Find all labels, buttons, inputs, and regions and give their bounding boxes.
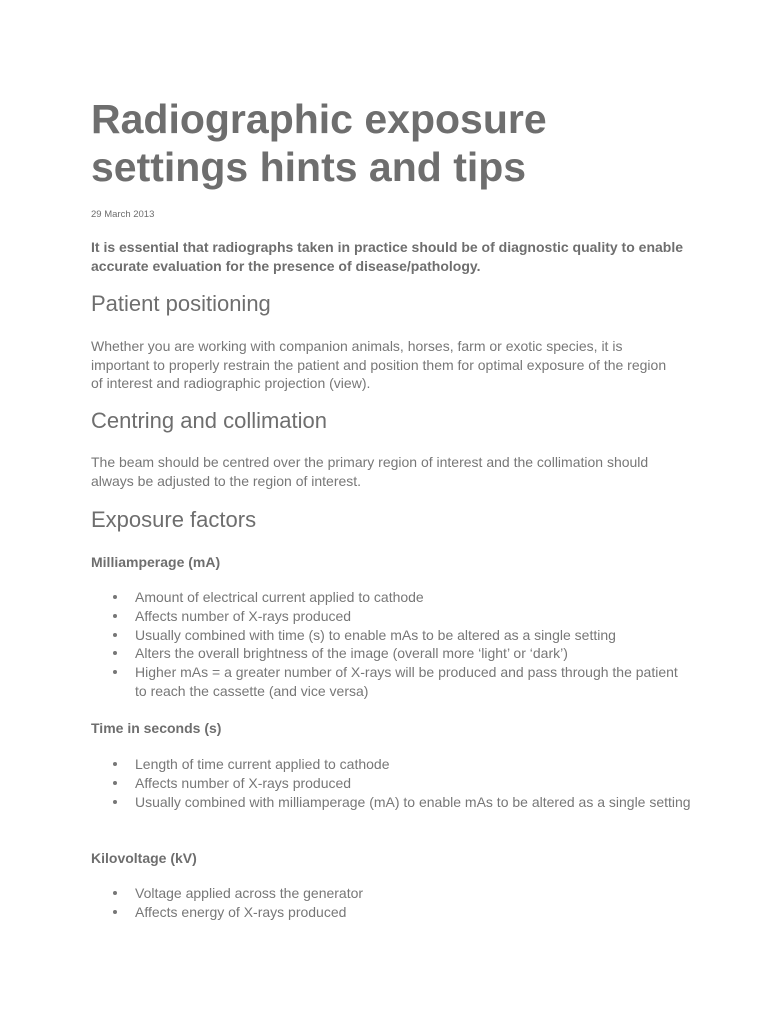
list-item: Amount of electrical current applied to cathode [91,588,691,607]
lead-paragraph: It is essential that radiographs taken in practice should be of diagnostic quality to enable accurate evaluation for the presence of disease/pathology. [91,239,684,274]
list-item: Alters the overall brightness of the image (overall more ‘light’ or ‘dark’) [91,644,691,663]
heading-centring-collimation: Centring and collimation [91,408,328,433]
list-item: Usually combined with milliamperage (mA) to enable mAs to be altered as a single setting [91,793,691,812]
list-item: Voltage applied across the generator [91,884,691,903]
page-title: Radiographic exposure settings hints and tips [91,96,547,190]
list-kilovoltage [91,884,691,922]
list-milliamperage [91,588,691,701]
list-item: Usually combined with time (s) to enable mAs to be altered as a single setting [91,626,691,645]
heading-patient-positioning: Patient positioning [91,291,271,316]
list-item: Affects number of X-rays produced [91,607,691,626]
list-item: Length of time current applied to cathode [91,755,691,774]
subheading-time-seconds: Time in seconds (s) [91,720,222,736]
list-item: Affects energy of X-rays produced [91,903,691,922]
publish-date: 29 March 2013 [91,209,155,220]
list-item: Higher mAs = a greater number of X-rays will be produced and pass through the patient to reach the cassette (and vice versa) [91,663,691,701]
subheading-milliamperage: Milliamperage (mA) [91,554,221,570]
heading-exposure-factors: Exposure factors [91,507,257,532]
subheading-kilovoltage: Kilovoltage (kV) [91,850,197,866]
list-item: Affects number of X-rays produced [91,774,691,793]
paragraph-centring-collimation: The beam should be centred over the primary region of interest and the collimation should always be adjusted to the region of interest. [91,454,649,489]
list-time-seconds [91,755,691,811]
paragraph-patient-positioning: Whether you are working with companion animals, horses, farm or exotic species, it is important to properly restrain the patient and position them for optimal exposure of the region of interest and radiographic projection (view). [91,338,667,391]
